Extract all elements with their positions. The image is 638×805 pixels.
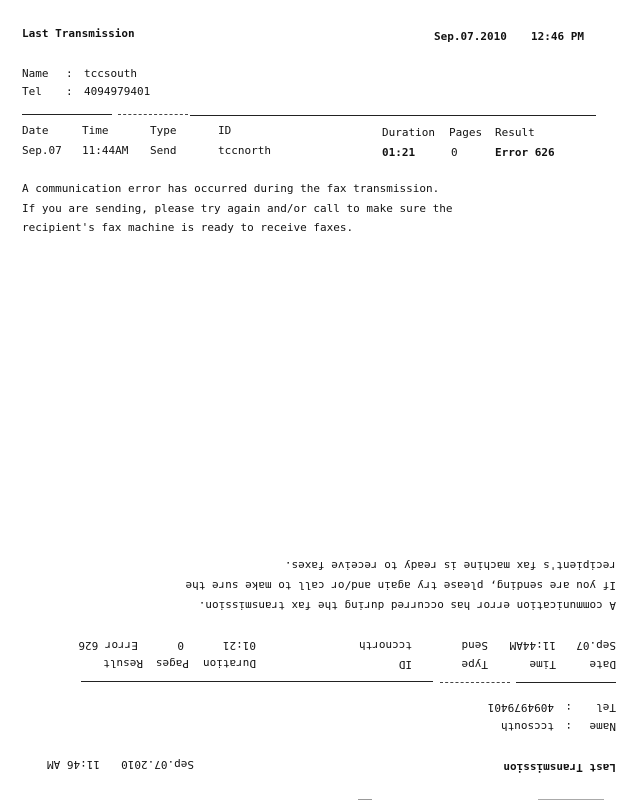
name-value: tccsouth (84, 67, 137, 80)
mirror-tel-label: Tel (596, 701, 616, 714)
mirror-name-value: tccsouth (501, 720, 554, 733)
report-time: 12:46 PM (531, 30, 584, 43)
mirror-time: 11:46 AM (47, 758, 100, 771)
mirror-header-time: Time (529, 658, 556, 671)
mirror-divider-dashed (440, 682, 510, 683)
row-result: Error 626 (495, 146, 555, 159)
tel-label: Tel (22, 85, 42, 98)
mirror-row-type: Send (461, 639, 488, 652)
message-line-3: recipient's fax machine is ready to receive faxes. (22, 221, 354, 234)
mirror-header-type: Type (461, 658, 488, 671)
mirror-date: Sep.07.2010 (121, 758, 194, 771)
row-duration: 01:21 (382, 146, 416, 159)
column-header-duration: Duration (382, 126, 435, 139)
column-header-result: Result (495, 126, 535, 139)
mirror-divider-right (81, 681, 433, 682)
mirror-divider-left (516, 682, 616, 683)
mirror-header-id: ID (398, 658, 412, 671)
row-type: Send (150, 144, 177, 157)
scan-speck (538, 799, 604, 800)
row-id: tccnorth (218, 144, 271, 157)
tel-value: 4094979401 (84, 85, 151, 98)
mirror-header-pages: Pages (155, 657, 189, 670)
mirror-row-date: Sep.07 (576, 639, 616, 652)
mirror-tel-separator: : (565, 701, 572, 714)
mirror-header-result: Result (103, 657, 143, 670)
row-date: Sep.07 (22, 144, 62, 157)
mirror-header-duration: Duration (203, 657, 256, 670)
column-header-type: Type (150, 124, 177, 137)
mirror-message-line-3: recipient's fax machine is ready to receive faxes. (284, 559, 616, 572)
column-header-id: ID (218, 124, 232, 137)
name-label: Name (22, 67, 49, 80)
report-title: Last Transmission (22, 27, 135, 40)
mirror-title: Last Transmission (503, 761, 616, 774)
mirror-message-line-1: A communication error has occurred during the fax transmission. (198, 599, 616, 612)
mirror-tel-value: 4094979401 (487, 701, 554, 714)
mirror-name-separator: : (565, 720, 572, 733)
name-separator: : (66, 67, 73, 80)
column-header-pages: Pages (449, 126, 483, 139)
column-header-date: Date (22, 124, 49, 137)
row-pages: 0 (451, 146, 458, 159)
message-line-1: A communication error has occurred during the fax transmission. (22, 182, 440, 195)
mirror-row-duration: 01:21 (222, 639, 256, 652)
tel-separator: : (66, 85, 73, 98)
scan-speck (358, 799, 372, 800)
mirror-row-id: tccnorth (359, 639, 412, 652)
mirror-row-time: 11:44AM (509, 639, 556, 652)
column-header-time: Time (82, 124, 109, 137)
message-line-2: If you are sending, please try again and/or call to make sure the (22, 202, 453, 215)
report-date: Sep.07.2010 (434, 30, 507, 43)
mirror-name-label: Name (589, 720, 616, 733)
mirror-row-pages: 0 (177, 639, 184, 652)
mirror-row-result: Error 626 (78, 639, 138, 652)
mirror-header-date: Date (589, 658, 616, 671)
mirror-message-line-2: If you are sending, please try again and/or call to make sure the (185, 579, 616, 592)
row-time: 11:44AM (82, 144, 129, 157)
